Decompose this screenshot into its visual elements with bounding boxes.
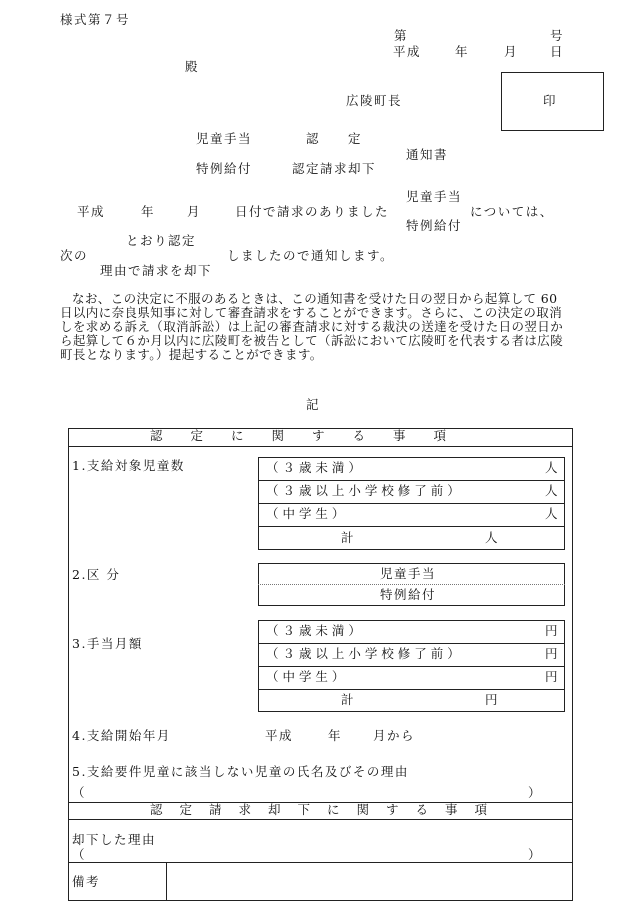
recipient-dono: 殿 bbox=[185, 59, 198, 74]
item3-unit-2: 円 bbox=[545, 646, 558, 661]
item4-label: 4.支給開始年月 bbox=[72, 728, 171, 743]
title-allowance: 児童手当 bbox=[196, 131, 253, 146]
body-riyu-kyakka: 理由で請求を却下 bbox=[100, 263, 213, 278]
item1-rule-3 bbox=[258, 526, 565, 527]
item3-row-elementary: （ ３ 歳 以 上 小 学 校 修 了 前 ） bbox=[266, 646, 460, 661]
title-notice: 通知書 bbox=[406, 147, 449, 162]
item5-close-paren: ） bbox=[528, 785, 541, 800]
section1-header: 認定に関する事項 bbox=[150, 428, 475, 443]
body-notify: しましたので通知します。 bbox=[227, 248, 395, 263]
item2-dotted-rule bbox=[258, 584, 565, 585]
item5-label: 5.支給要件児童に該当しない児童の氏名及びその理由 bbox=[72, 764, 409, 779]
item3-total-label: 計 bbox=[341, 692, 354, 707]
date-month-label: 月 bbox=[504, 44, 517, 59]
form-number: 様式第７号 bbox=[60, 12, 131, 27]
item1-rule-2 bbox=[258, 503, 565, 504]
item3-unit-3: 円 bbox=[545, 669, 558, 684]
item4-year-label: 年 bbox=[328, 728, 341, 743]
body-request-date: 日付で請求のありました bbox=[235, 204, 390, 219]
item1-row-under3: （ ３ 歳 未 満 ） bbox=[266, 460, 361, 475]
body-allowance: 児童手当 bbox=[406, 189, 463, 204]
body-about: については、 bbox=[470, 204, 554, 219]
item1-total-unit: 人 bbox=[485, 530, 498, 545]
item3-rule-3 bbox=[258, 689, 565, 690]
body-era: 平成 bbox=[77, 204, 106, 219]
rejection-open-paren: （ bbox=[72, 847, 85, 862]
number-prefix: 第 bbox=[394, 28, 407, 43]
item1-row-junior-high: （ 中 学 生 ） bbox=[266, 506, 345, 521]
title-nintei: 認 定 bbox=[306, 131, 363, 146]
item3-row-junior-high: （ 中 学 生 ） bbox=[266, 669, 345, 684]
remarks-top-rule bbox=[68, 862, 573, 863]
rejection-reason-label: 却下した理由 bbox=[72, 832, 157, 847]
section1-header-rule bbox=[68, 446, 573, 447]
item3-rule-2 bbox=[258, 666, 565, 667]
item3-rule-1 bbox=[258, 643, 565, 644]
item5-open-paren: （ bbox=[72, 785, 85, 800]
item3-unit-1: 円 bbox=[545, 623, 558, 638]
date-day-label: 日 bbox=[550, 44, 563, 59]
item1-total-label: 計 bbox=[341, 530, 354, 545]
section2-header: 認定請求却下に関する事項 bbox=[150, 802, 505, 817]
date-era: 平成 bbox=[393, 44, 422, 59]
item1-label: 1.支給対象児童数 bbox=[72, 458, 185, 473]
remarks-divider bbox=[166, 862, 167, 901]
section2-header-rule bbox=[68, 819, 573, 820]
title-special: 特例給付 bbox=[196, 161, 253, 176]
item1-unit-1: 人 bbox=[545, 460, 558, 475]
body-tsugino: 次の bbox=[60, 248, 89, 263]
item1-rule-1 bbox=[258, 480, 565, 481]
item1-unit-2: 人 bbox=[545, 483, 558, 498]
issuer-name: 広陵町長 bbox=[346, 93, 403, 108]
rejection-close-paren: ） bbox=[528, 847, 541, 862]
item4-month-from: 月から bbox=[373, 728, 416, 743]
ki-label: 記 bbox=[306, 397, 319, 412]
number-suffix: 号 bbox=[550, 28, 563, 43]
item2-label: 2.区 分 bbox=[72, 567, 121, 582]
item3-row-under3: （ ３ 歳 未 満 ） bbox=[266, 623, 361, 638]
item2-option-allowance: 児童手当 bbox=[380, 566, 437, 581]
body-special: 特例給付 bbox=[406, 218, 463, 233]
remarks-label: 備考 bbox=[72, 874, 101, 889]
item3-label: 3.手当月額 bbox=[72, 636, 143, 651]
item4-era: 平成 bbox=[265, 728, 294, 743]
date-year-label: 年 bbox=[455, 44, 468, 59]
body-toori-nintei: とおり認定 bbox=[126, 233, 197, 248]
item1-row-elementary: （ ３ 歳 以 上 小 学 校 修 了 前 ） bbox=[266, 483, 460, 498]
item2-option-special: 特例給付 bbox=[380, 587, 437, 602]
item1-unit-3: 人 bbox=[545, 506, 558, 521]
appeal-paragraph: なお、この決定に不服のあるときは、この通知書を受けた日の翌日から起算して 60 日以内に奈良県知事に対して審査請求をすることができます。さらに、この決定の取消しを求める訴え（取消訴訟）は上記の審査請求に対する裁決の送達を受けた日の翌日から起算して６か月以内に広陵町を被告として（訴訟において広陵町を代表する者は広陵町長となります。）提起することができます。 bbox=[60, 291, 564, 362]
seal-label: 印 bbox=[543, 93, 556, 108]
title-kyakka: 認定請求却下 bbox=[292, 161, 377, 176]
body-year-label: 年 bbox=[141, 204, 154, 219]
item3-total-unit: 円 bbox=[485, 692, 498, 707]
body-month-label: 月 bbox=[187, 204, 200, 219]
